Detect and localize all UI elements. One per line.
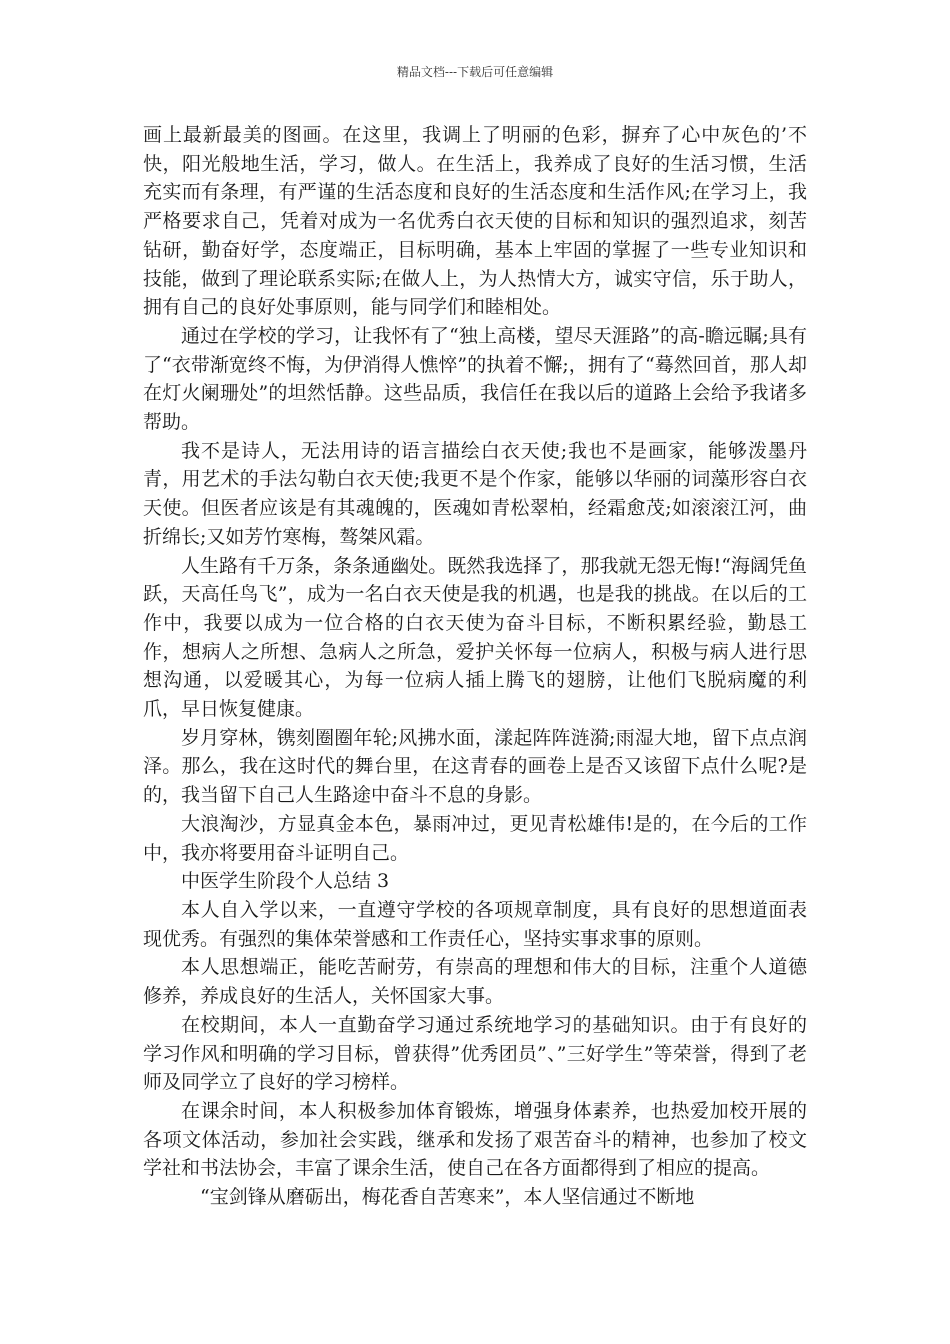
- paragraph-4: 人生路有千万条，条条通幽处。既然我选择了，那我就无怨无悔!“海阔凭鱼跃，天高任鸟飞”，成为一名白衣天使是我的机遇，也是我的挑战。在以后的工作中，我要以成为一位合格的白衣天使为奋斗目标，不断积累经验，勤恳工作，想病人之所想、急病人之所急，爱护关怀每一位病人，积极与病人进行思想沟通，以爱暖其心，为每一位病人插上腾飞的翅膀，让他们飞脱病魔的利爪，早日恢复健康。: [143, 554, 807, 721]
- paragraph-3: 我不是诗人，无法用诗的语言描绘白衣天使;我也不是画家，能够泼墨丹青，用艺术的手法勾勒白衣天使;我更不是个作家，能够以华丽的词藻形容白衣天使。但医者应该是有其魂魄的，医魂如青松翠柏，经霜愈茂;如滚滚江河，曲折绵长;又如芳竹寒梅，骜桀风霜。: [143, 439, 807, 548]
- paragraph-11: “宝剑锋从磨砺出，梅花香自苦寒来”，本人坚信通过不断地: [200, 1186, 695, 1209]
- document-body: [143, 121, 807, 1212]
- page-header: 精品文档---下载后可任意编辑: [396, 65, 554, 79]
- paragraph-6: 大浪淘沙，方显真金本色，暴雨冲过，更见青松雄伟!是的，在今后的工作中，我亦将要用奋斗证明自己。: [143, 812, 807, 864]
- paragraph-8: 本人思想端正，能吃苦耐劳，有崇高的理想和伟大的目标，注重个人道德修养，养成良好的生活人，关怀国家大事。: [143, 956, 807, 1008]
- paragraph-10: 在课余时间，本人积极参加体育锻炼，增强身体素养，也热爱加校开展的各项文体活动，参加社会实践，继承和发扬了艰苦奋斗的精神，也参加了校文学社和书法协会，丰富了课余生活，使自己在各方面都得到了相应的提高。: [143, 1099, 807, 1180]
- paragraph-1: 画上最新最美的图画。在这里，我调上了明丽的色彩，摒弃了心中灰色的’不快，阳光般地生活，学习，做人。在生活上，我养成了良好的生活习惯，生活充实而有条理，有严谨的生活态度和良好的生活态度和生活作风;在学习上，我严格要求自己，凭着对成为一名优秀白衣天使的目标和知识的强烈追求，刻苦钻研，勤奋好学，态度端正，目标明确，基本上牢固的掌握了一些专业知识和技能，做到了理论联系实际;在做人上，为人热情大方，诚实守信，乐于助人，拥有自己的良好处事原则，能与同学们和睦相处。: [143, 124, 807, 319]
- paragraph-7: 本人自入学以来，一直遵守学校的各项规章制度，具有良好的思想道面表现优秀。有强烈的集体荣誉感和工作责任心，坚持实事求事的原则。: [143, 898, 807, 950]
- paragraph-9: 在校期间，本人一直勤奋学习通过系统地学习的基础知识。由于有良好的学习作风和明确的学习目标，曾获得”优秀团员”、”三好学生”等荣誉，得到了老师及同学立了良好的学习榜样。: [143, 1013, 807, 1094]
- paragraph-2: 通过在学校的学习，让我怀有了“独上高楼，望尽天涯路”的高-瞻远瞩;具有了“衣带渐宽终不悔，为伊消得人憔悴”的执着不懈;，拥有了“蓦然回首，那人却在灯火阑珊处”的坦然恬静。这些品质，我信任在我以后的道路上会给予我诸多帮助。: [143, 324, 807, 434]
- paragraph-5: 岁月穿林，镌刻圈圈年轮;风拂水面，漾起阵阵涟漪;雨湿大地，留下点点润泽。那么，我在这时代的舞台里，在这青春的画卷上是否又该留下点什么呢?是的，我当留下自己人生路途中奋斗不息的身影。: [143, 726, 807, 807]
- section-heading: 中医学生阶段个人总结 3: [181, 870, 390, 893]
